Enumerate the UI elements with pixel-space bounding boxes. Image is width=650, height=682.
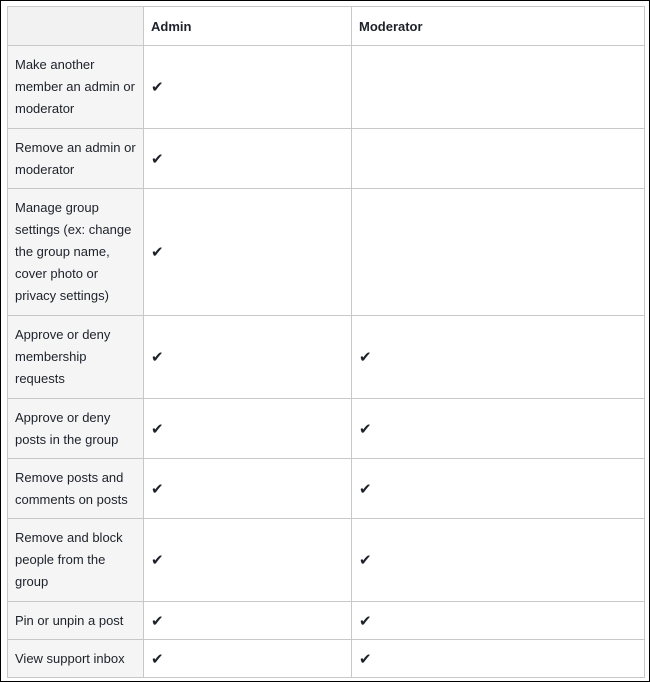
admin-header: Admin <box>144 7 352 46</box>
table-row <box>8 399 645 459</box>
moderator-header: Moderator <box>352 7 645 46</box>
moderator-check-icon: ✔ <box>352 459 645 519</box>
permissions-table <box>7 6 645 678</box>
moderator-check-icon: ✔ <box>352 640 645 678</box>
permission-label: Approve or deny posts in the group <box>8 399 144 459</box>
permission-label: Make another member an admin or moderator <box>8 46 144 129</box>
permission-label: Approve or deny membership requests <box>8 316 144 399</box>
admin-check-icon: ✔ <box>144 640 352 678</box>
table-row <box>8 459 645 519</box>
table-row <box>8 316 645 399</box>
table-row <box>8 46 645 129</box>
table-row <box>8 602 645 640</box>
moderator-check-icon <box>352 46 645 129</box>
permission-label: Pin or unpin a post <box>8 602 144 640</box>
permission-label: Remove an admin or moderator <box>8 129 144 189</box>
admin-check-icon: ✔ <box>144 129 352 189</box>
moderator-check-icon <box>352 129 645 189</box>
corner-header-cell <box>8 7 144 46</box>
moderator-check-icon: ✔ <box>352 399 645 459</box>
moderator-check-icon: ✔ <box>352 602 645 640</box>
permission-label: View support inbox <box>8 640 144 678</box>
table-row <box>8 189 645 316</box>
permission-label: Remove posts and comments on posts <box>8 459 144 519</box>
admin-check-icon: ✔ <box>144 316 352 399</box>
moderator-check-icon: ✔ <box>352 519 645 602</box>
table-row <box>8 640 645 678</box>
table-row <box>8 519 645 602</box>
moderator-check-icon: ✔ <box>352 316 645 399</box>
admin-check-icon: ✔ <box>144 519 352 602</box>
admin-check-icon: ✔ <box>144 459 352 519</box>
moderator-check-icon <box>352 189 645 316</box>
admin-check-icon: ✔ <box>144 189 352 316</box>
header-row <box>8 7 645 46</box>
admin-check-icon: ✔ <box>144 602 352 640</box>
permission-label: Remove and block people from the group <box>8 519 144 602</box>
admin-check-icon: ✔ <box>144 46 352 129</box>
permission-label: Manage group settings (ex: change the group name, cover photo or privacy settings) <box>8 189 144 316</box>
admin-check-icon: ✔ <box>144 399 352 459</box>
table-row <box>8 129 645 189</box>
